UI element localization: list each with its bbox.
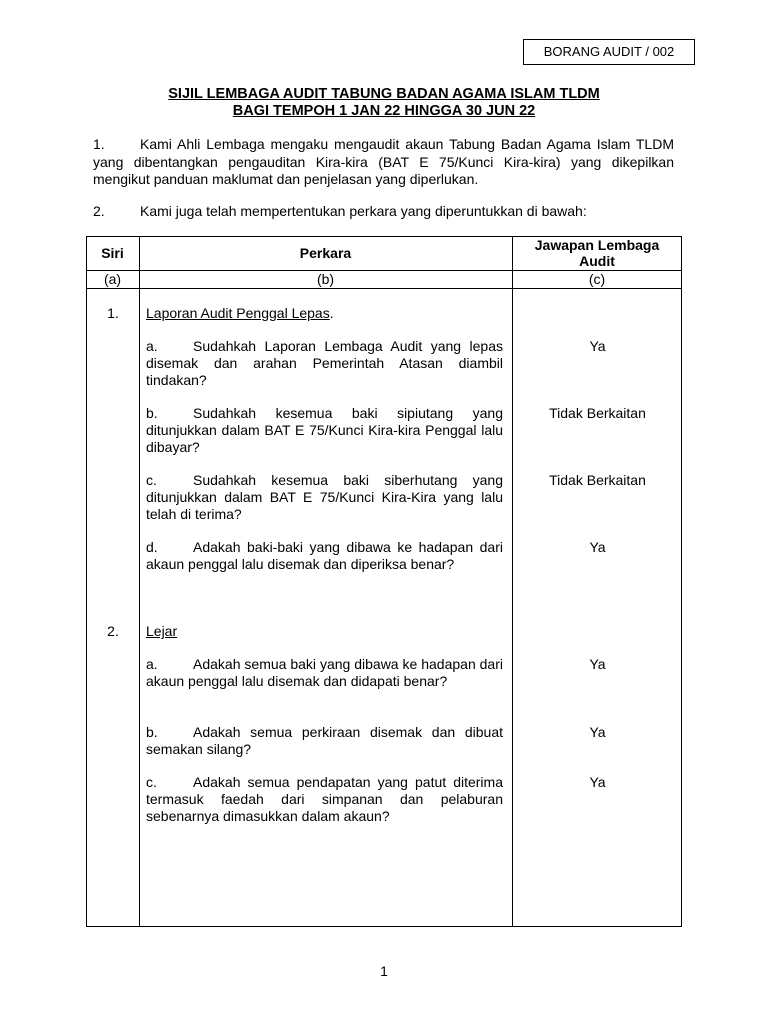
question-item: d. Adakah baki-baki yang dibawa ke hadapan dari akaun penggal lalu disemak dan diperiksa benar? — [146, 539, 503, 572]
subheader-c: (c) — [588, 271, 606, 287]
question-item: b. Adakah semua perkiraan disemak dan dibuat semakan silang? — [146, 724, 503, 757]
question-item: a. Sudahkah Laporan Lembaga Audit yang lepas disemak dan arahan Pemerintah Atasan diambil tindakan? — [146, 338, 503, 388]
subheader-b: (b) — [316, 271, 335, 287]
document-subtitle: BAGI TEMPOH 1 JAN 22 HINGGA 30 JUN 22 — [232, 103, 536, 119]
answer: Ya — [589, 656, 606, 672]
header-siri: Siri — [101, 245, 124, 261]
paragraph-number: 2. — [93, 203, 105, 219]
page-number: 1 — [380, 963, 388, 979]
row-divider — [86, 288, 682, 289]
paragraph-1 — [93, 136, 674, 189]
section-heading: Lejar — [146, 623, 178, 639]
answer: Ya — [589, 774, 606, 790]
question-item: b. Sudahkah kesemua baki sipiutang yang ditunjukkan dalam BAT E 75/Kunci Kira-kira Penggal lalu dibayar? — [146, 405, 503, 455]
answer: Ya — [589, 338, 606, 354]
paragraph-2 — [93, 203, 674, 221]
section-heading: Laporan Audit Penggal Lepas. — [146, 305, 334, 321]
header-jawapan: Jawapan Lembaga Audit — [534, 237, 660, 269]
answer: Ya — [589, 539, 606, 555]
section-number: 2. — [107, 623, 119, 639]
header-perkara: Perkara — [299, 245, 352, 261]
column-divider — [139, 236, 140, 927]
paragraph-text: Kami juga telah mempertentukan perkara yang diperuntukkan di bawah: — [140, 203, 587, 219]
answer: Tidak Berkaitan — [549, 472, 646, 488]
paragraph-number: 1. — [93, 136, 105, 152]
question-item: a. Adakah semua baki yang dibawa ke hadapan dari akaun penggal lalu disemak dan didapati benar? — [146, 656, 503, 689]
paragraph-text: Kami Ahli Lembaga mengaku mengaudit akaun Tabung Badan Agama Islam TLDM yang dibentangkan pengauditan Kira-kira (BAT E 75/Kunci Kira-kira) yang dikepilkan mengikut panduan maklumat dan penjelasan yang diperlukan. — [93, 136, 674, 187]
document-title: SIJIL LEMBAGA AUDIT TABUNG BADAN AGAMA ISLAM TLDM — [168, 86, 600, 102]
section-number: 1. — [107, 305, 119, 321]
question-item: c. Adakah semua pendapatan yang patut diterima termasuk faedah dari simpanan dan pelaburan sebenarnya dimasukkan dalam akaun? — [146, 774, 503, 824]
form-code-box: BORANG AUDIT / 002 — [523, 39, 695, 65]
answer: Ya — [589, 724, 606, 740]
answer: Tidak Berkaitan — [549, 405, 646, 421]
question-item: c. Sudahkah kesemua baki siberhutang yang ditunjukkan dalam BAT E 75/Kunci Kira-Kira yang lalu telah di terima? — [146, 472, 503, 522]
subheader-a: (a) — [103, 271, 122, 287]
